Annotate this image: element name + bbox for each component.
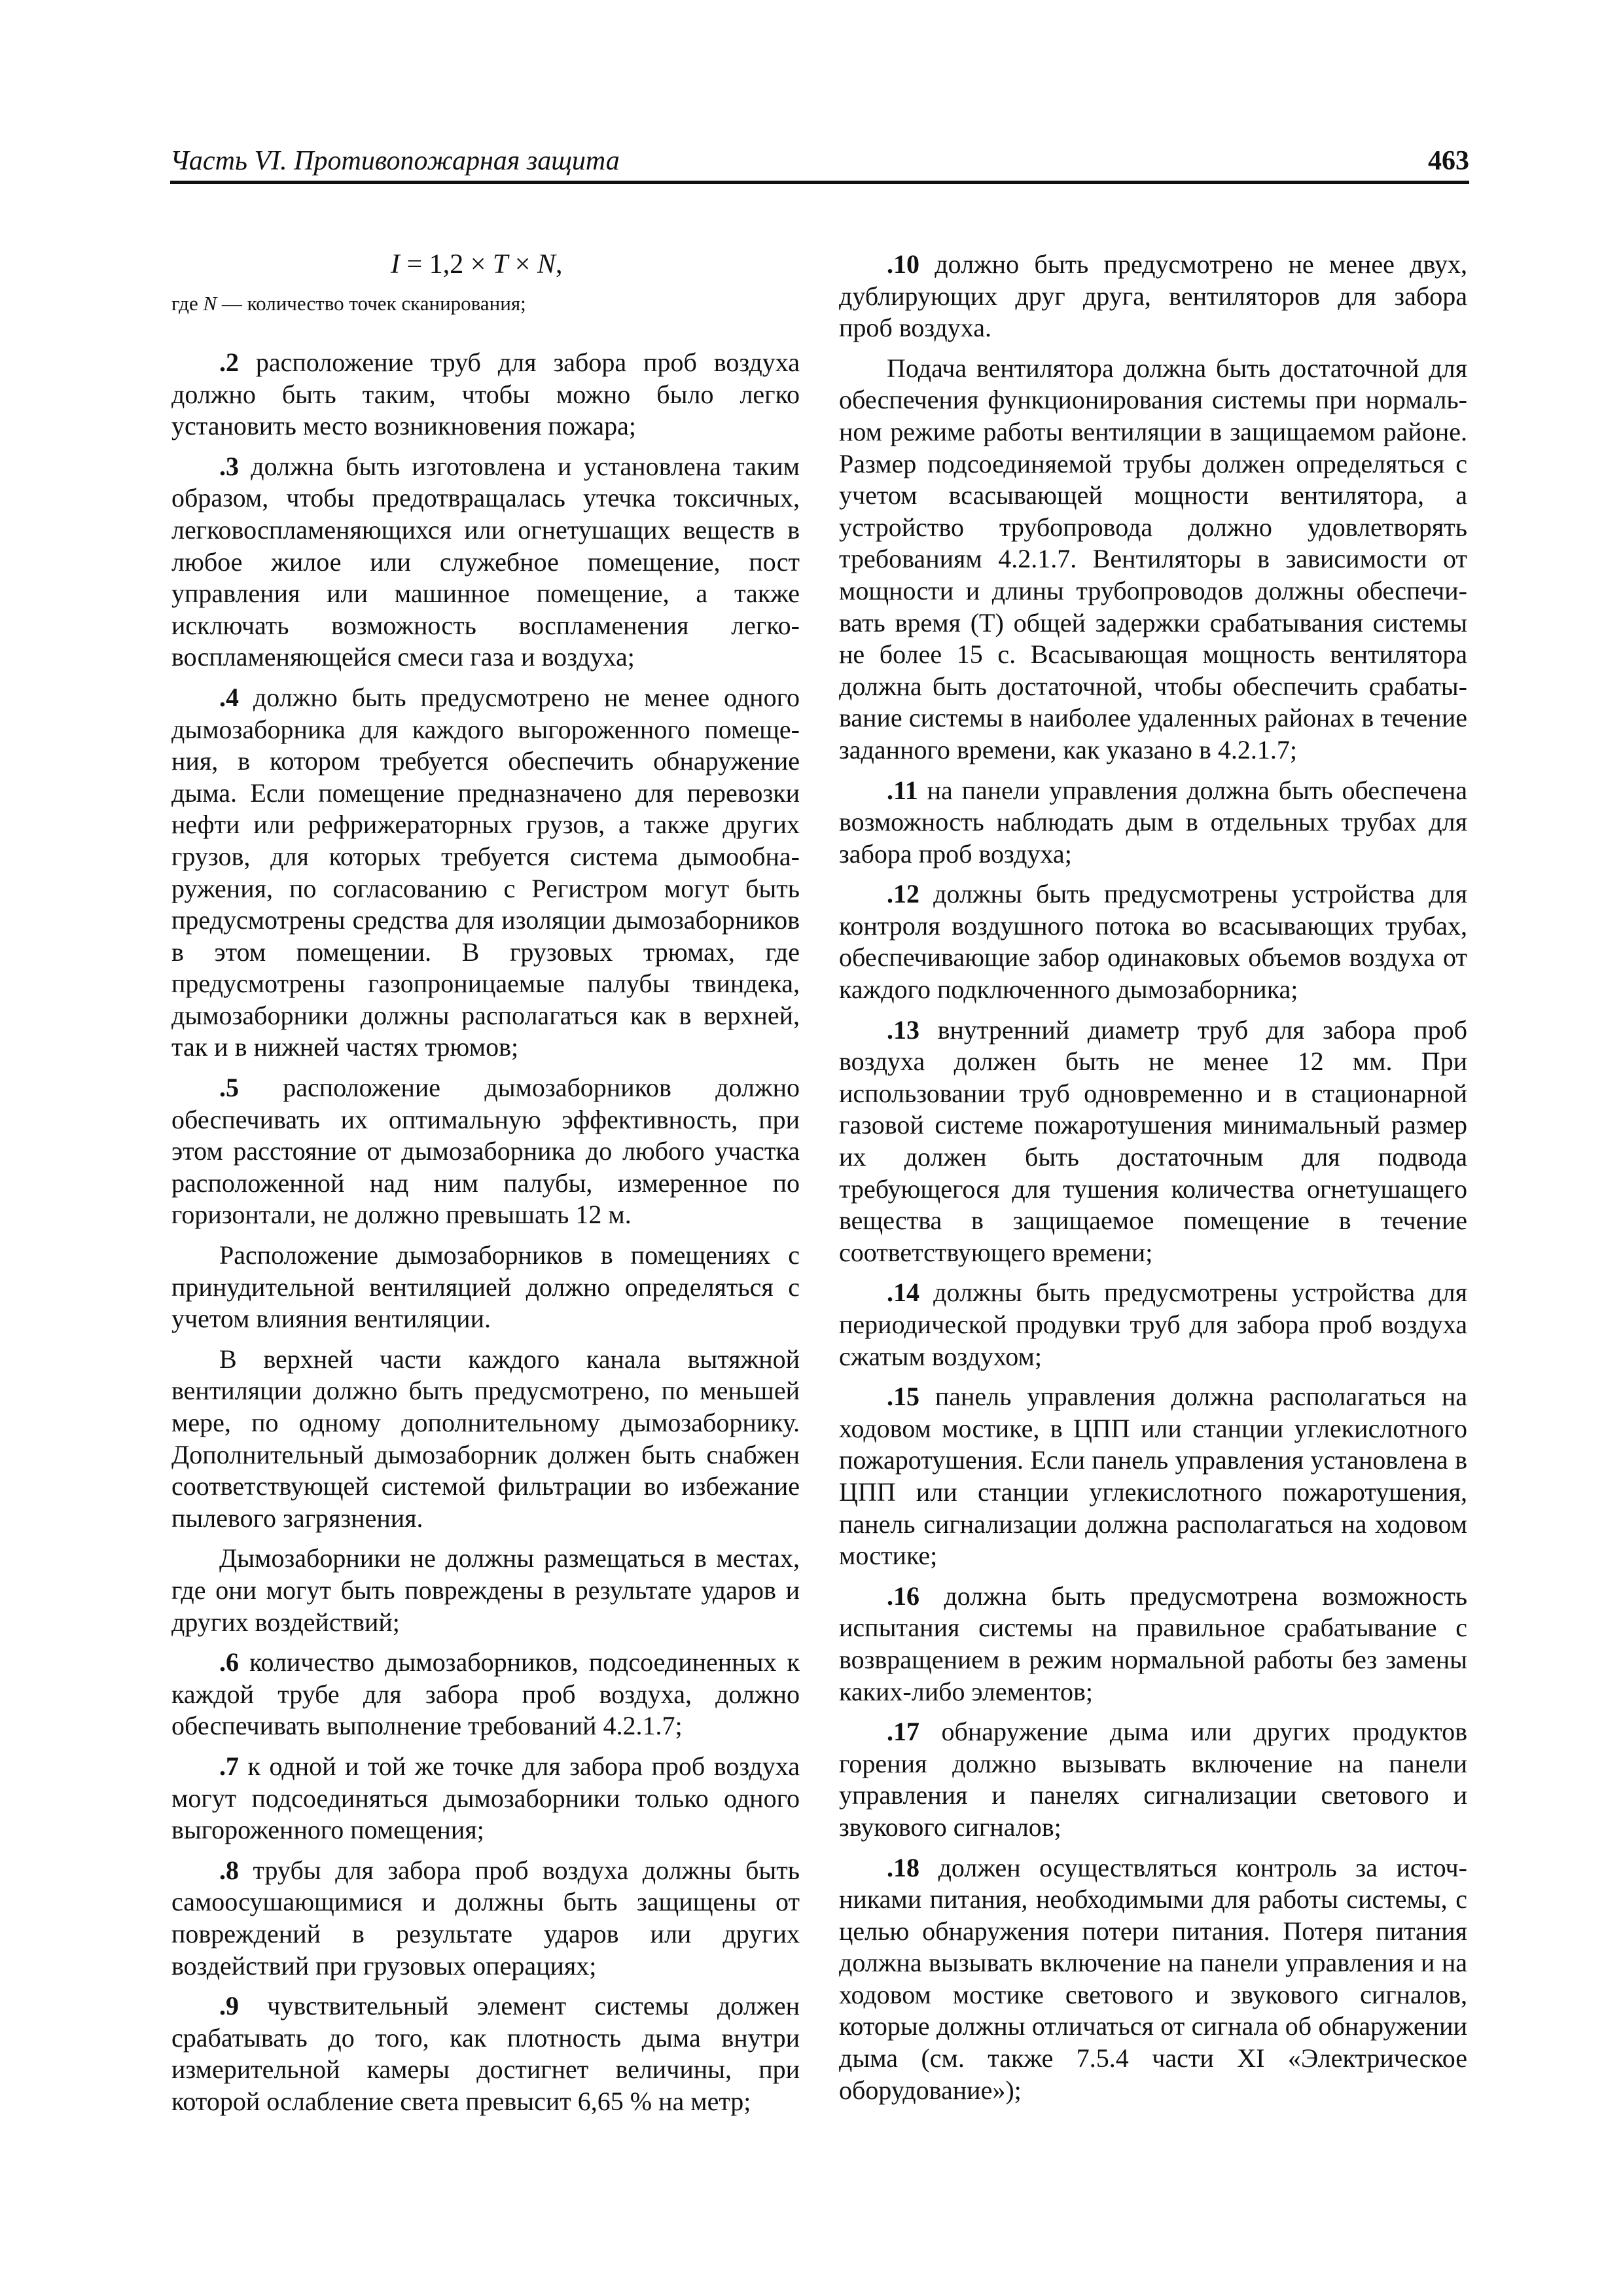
left-column xyxy=(171,249,800,2126)
paragraph-text: количество дымозаборников, подсоединенных к каждой трубе для забора проб воздуха, должно обеспечивать выполнение требований 4.2.1.7; xyxy=(171,1647,800,1741)
paragraph xyxy=(171,1855,800,1982)
paragraph xyxy=(839,353,1467,766)
paragraph xyxy=(171,1072,800,1231)
item-number: .5 xyxy=(219,1073,239,1103)
paragraph-text: расположение дымозаборников должно обеспечивать их оптимальную эффективность, при этом расстояние от дымозаборника до любого участка расположенной над ним палубы, измеренное по горизонтали, не должно превышать 12 м. xyxy=(171,1073,800,1230)
paragraph xyxy=(171,347,800,442)
right-paragraphs xyxy=(839,249,1467,2106)
note-text: — количество точек сканирования; xyxy=(217,292,526,315)
paragraph-text: должно быть предусмотрено не менее двух, дублирующих друг друга, вентиляторов для забора проб воздуха. xyxy=(839,249,1467,343)
paragraph xyxy=(839,775,1467,870)
running-title: Часть VI. Противопожарная защита xyxy=(170,146,620,176)
formula-part: , xyxy=(555,249,563,279)
item-number: .14 xyxy=(887,1278,919,1308)
paragraph xyxy=(171,1751,800,1846)
paragraph-text: трубы для забора проб воздуха должны быть самоосушающимися и должны быть защищены от повреждений в результате ударов или других воздействий при грузовых операциях; xyxy=(171,1855,800,1981)
formula-equals: = xyxy=(400,249,429,279)
paragraph-text: должен осуществляться контроль за источниками питания, необходимыми для работы системы, с целью обнаружения потери питания. Потеря питания должна вызывать включение на панели управления и на ходовом мостике светового и звукового сигналов, которые должны отличаться от сигнала об обнаружении дыма (см. также 7.5.4 части XI «Электрическое оборудование»); xyxy=(839,1852,1467,2105)
paragraph xyxy=(839,1716,1467,1843)
paragraph-text: обнаружение дыма или других продуктов горения должно вызывать включение на панели управления и панелях сигнализации светового и звукового сигналов; xyxy=(839,1717,1467,1842)
paragraph-text: Подача вентилятора должна быть достаточной для обеспечения функционирования системы при нормальном режиме работы вентиляции в защищаемом районе. Размер подсоединяемой трубы должен определяться с учетом всасывающей мощности вентилятора, а устройство трубопровода должно удовлетворять требованиям 4.2.1.7. Вентиляторы в зависимости от мощности и длины трубопроводов должны обеспечивать время (T) общей задержки срабатывания системы не более 15 с. Всасывающая мощность вентилятора должна быть достаточной, чтобы обеспечить срабатывание системы в наиболее удаленных районах в течение заданного времени, как указано в 4.2.1.7; xyxy=(839,353,1467,764)
item-number: .8 xyxy=(219,1855,239,1885)
right-column xyxy=(839,249,1467,2115)
item-number: .11 xyxy=(887,775,918,805)
paragraph xyxy=(839,1581,1467,1708)
item-number: .15 xyxy=(887,1382,919,1412)
paragraph xyxy=(839,1381,1467,1572)
page-number: 463 xyxy=(1428,146,1469,176)
paragraph-text: должна быть предусмотрена возможность испытания системы на правильное срабатывание с возвращением в режим нормальной работы без замены каких-либо элементов; xyxy=(839,1581,1467,1706)
note-text: где xyxy=(171,292,204,315)
formula xyxy=(391,249,800,285)
paragraph xyxy=(171,451,800,673)
item-number: .16 xyxy=(887,1581,919,1611)
paragraph xyxy=(171,1240,800,1335)
item-number: .4 xyxy=(219,682,239,712)
paragraph-text: должно быть предусмотрено не менее одного дымозаборника для каждого выгороженного помещения, в котором требуется обеспечить обнаружение дыма. Если помещение предназначено для перевозки нефти или рефрижераторных грузов, а также других грузов, для которых требуется система дымообнаружения, по согласованию с Регистром могут быть предусмотрены средства для изоляции дымозаборников в этом помещении. В грузовых трюмах, где предусмотрены газопроницаемые палубы твиндека, дымозаборники должны располагаться как в верхней, так и в нижней частях трюмов; xyxy=(171,682,800,1062)
note-var: N xyxy=(203,292,217,315)
paragraph-text: внутренний диаметр труб для забора проб воздуха должен быть не менее 12 мм. При использовании труб одновременно и в стационарной газовой системе пожаротушения минимальный размер их должен быть достаточным для подвода требующегося для тушения количества огнетушащего вещества в защищаемое помещение в течение соответствующего времени; xyxy=(839,1014,1467,1267)
paragraph-text: должна быть изготовлена и установлена таким образом, чтобы предотвращалась утечка токсичных, легковоспламеняющихся или огнетушащих веществ в любое жилое или служебное помещение, пост управления или машинное помещение, а также исключать возможность воспламенения легковоспламеняющейся смеси газа и воздуха; xyxy=(171,451,800,672)
paragraph-text: В верхней части каждого канала вытяжной вентиляции должно быть предусмотрено, по меньшей мере, по одному дополнительному дымозаборнику. Дополнительный дымозаборник должен быть снабжен соответствующей системой фильтрации во избежание пылевого загрязнения. xyxy=(171,1344,800,1533)
paragraph xyxy=(171,1647,800,1742)
paragraph xyxy=(839,878,1467,1005)
formula-note xyxy=(171,291,800,317)
paragraph-text: чувствительный элемент системы должен срабатывать до того, как плотность дыма внутри измерительной камеры достигнет величины, при которой ослабление света превысит 6,65 % на метр; xyxy=(171,1991,800,2116)
paragraph-text: панель управления должна располагаться на ходовом мостике, в ЦПП или станции углекислотного пожаротушения. Если панель управления установлена в ЦПП или станции углекислотного пожаротушения, панель сигнализации должна располагаться на ходовом мостике; xyxy=(839,1382,1467,1571)
paragraph-text: на панели управления должна быть обеспечена возможность наблюдать дым в отдельных трубах для забора проб воздуха; xyxy=(839,775,1467,869)
formula-part: 1,2 × xyxy=(429,249,493,279)
paragraph xyxy=(171,1344,800,1535)
item-number: .6 xyxy=(219,1647,239,1677)
paragraph-text: Дымозаборники не должны размещаться в местах, где они могут быть повреждены в результате ударов и других воздействий; xyxy=(171,1543,800,1637)
paragraph xyxy=(171,1543,800,1638)
page-header xyxy=(170,139,1469,184)
paragraph xyxy=(171,1990,800,2117)
formula-var-t: T xyxy=(492,249,508,279)
item-number: .17 xyxy=(887,1717,919,1747)
paragraph-text: должны быть предусмотрены устройства для периодической продувки труб для забора проб воздуха сжатым воздухом; xyxy=(839,1278,1467,1371)
paragraph xyxy=(839,1277,1467,1372)
paragraph-text: Расположение дымозаборников в помещениях с принудительной вентиляцией должно определяться с учетом влияния вентиляции. xyxy=(171,1240,800,1334)
formula-lhs: I xyxy=(391,249,400,279)
formula-var-n: N xyxy=(537,249,556,279)
item-number: .13 xyxy=(887,1014,919,1045)
paragraph xyxy=(839,249,1467,344)
item-number: .9 xyxy=(219,1991,239,2021)
left-paragraphs xyxy=(171,347,800,2117)
paragraph xyxy=(839,1014,1467,1269)
item-number: .12 xyxy=(887,879,919,909)
item-number: .18 xyxy=(887,1852,919,1882)
formula-part: × xyxy=(508,249,537,279)
item-number: .2 xyxy=(219,348,239,377)
paragraph-text: к одной и той же точке для забора проб воздуха могут подсоединяться дымозаборники только одного выгороженного помещения; xyxy=(171,1751,800,1845)
item-number: .10 xyxy=(887,249,919,279)
paragraph-text: должны быть предусмотрены устройства для контроля воздушного потока во всасывающих трубах, обеспечивающие забор одинаковых объемов воздуха от каждого подключенного дымозаборника; xyxy=(839,879,1467,1005)
paragraph-text: расположение труб для забора проб воздуха должно быть таким, чтобы можно было легко установить место возникновения пожара; xyxy=(171,348,800,441)
paragraph xyxy=(839,1852,1467,2107)
item-number: .7 xyxy=(219,1751,239,1781)
paragraph xyxy=(171,682,800,1064)
item-number: .3 xyxy=(219,451,239,481)
